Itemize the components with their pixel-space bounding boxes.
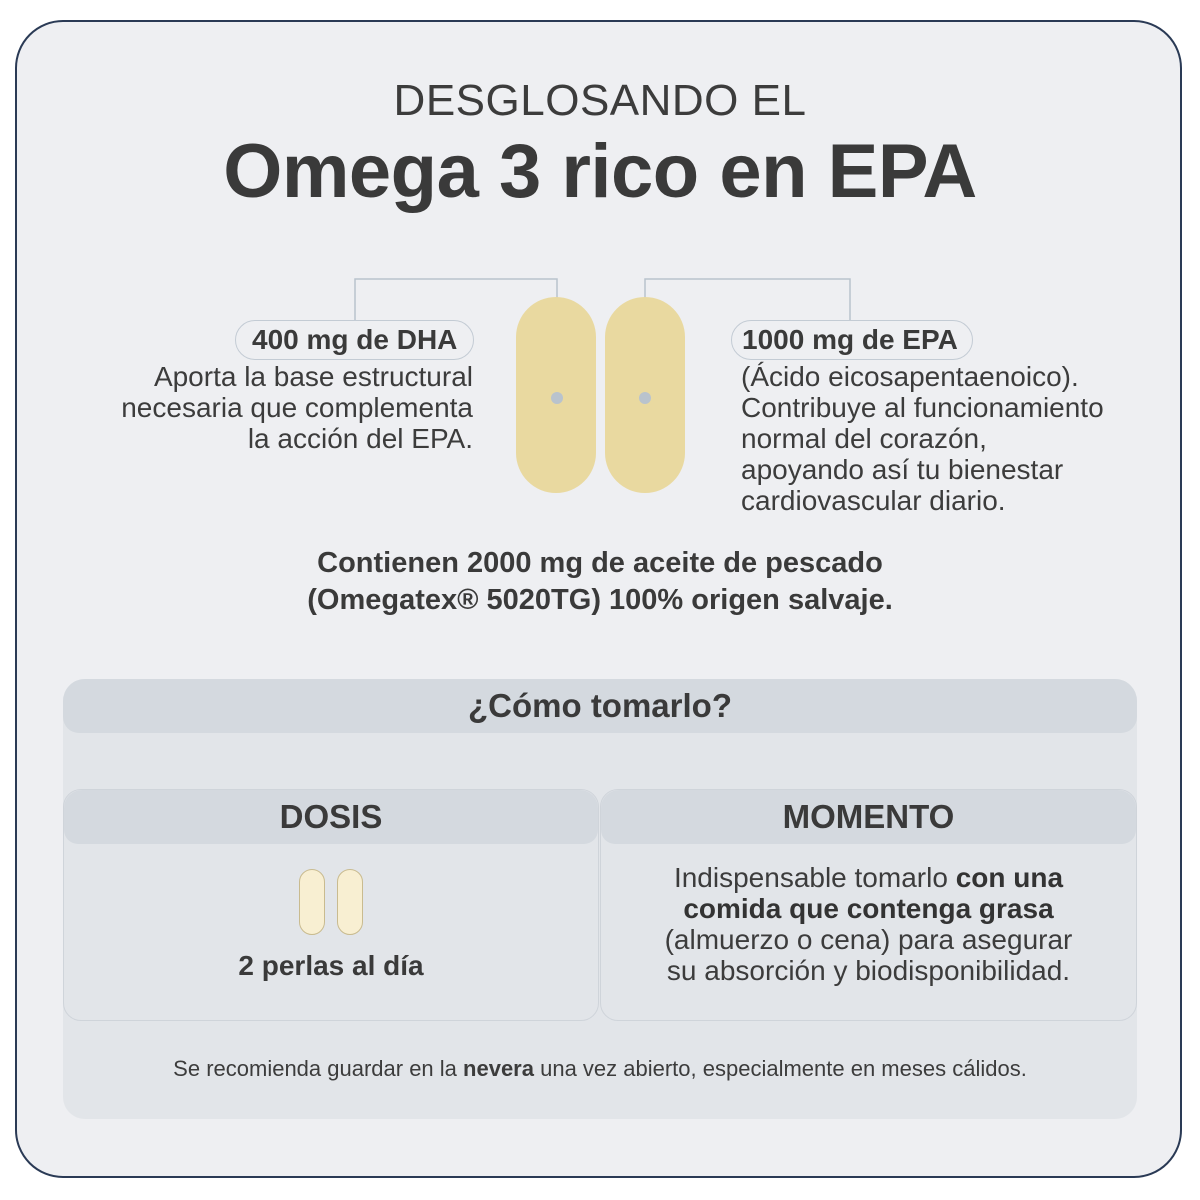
epa-label: 1000 mg de EPA — [731, 320, 973, 360]
page-title: Omega 3 rico en EPA — [223, 129, 977, 214]
storage-note — [63, 1056, 1137, 1082]
momento-title: MOMENTO — [601, 790, 1136, 844]
momento-line: su absorción y biodisponibilidad. — [666, 955, 1071, 986]
small-capsule-icon — [299, 869, 325, 935]
small-capsule-icon — [337, 869, 363, 935]
momento-line: (almuerzo o cena) para asegurar — [664, 924, 1073, 955]
epa-description — [741, 361, 1171, 516]
momento-line-bold: con una — [955, 862, 1064, 893]
momento-text — [601, 862, 1136, 986]
epa-description-line: Contribuye al funcionamiento — [741, 392, 1104, 423]
dosis-text: 2 perlas al día — [238, 950, 424, 981]
epa-description-line: apoyando así tu bienestar — [741, 454, 1064, 485]
dosis-card — [63, 789, 599, 1021]
dha-description — [53, 361, 473, 454]
composition-line: Contienen 2000 mg de aceite de pescado — [317, 547, 883, 579]
dha-label: 400 mg de DHA — [235, 320, 474, 360]
dha-description-line: necesaria que complementa — [121, 392, 473, 423]
momento-line — [601, 893, 1136, 924]
momento-line — [601, 862, 1136, 893]
dha-description-line: la acción del EPA. — [247, 423, 473, 454]
momento-line-text: Indispensable tomarlo — [673, 862, 956, 893]
epa-description-line: normal del corazón, — [741, 423, 987, 454]
page-kicker: DESGLOSANDO EL — [393, 76, 807, 125]
epa-connector-dot — [639, 392, 651, 404]
storage-note-text: una vez abierto, especialmente en meses cálidos. — [533, 1056, 1027, 1081]
dha-description-line: Aporta la base estructural — [153, 361, 473, 392]
how-to-panel — [63, 679, 1137, 1119]
how-to-title: ¿Cómo tomarlo? — [63, 679, 1137, 733]
dosis-title: DOSIS — [64, 790, 598, 844]
composition-line: (Omegatex® 5020TG) 100% origen salvaje. — [307, 584, 893, 616]
composition-note — [0, 545, 1200, 619]
epa-description-line: (Ácido eicosapentaenoico). — [741, 361, 1079, 392]
storage-note-text: Se recomienda guardar en la — [173, 1056, 464, 1081]
momento-card — [600, 789, 1137, 1021]
momento-line-bold: comida que contenga grasa — [683, 893, 1054, 924]
storage-note-bold: nevera — [463, 1056, 534, 1081]
dha-connector-dot — [551, 392, 563, 404]
epa-description-line: cardiovascular diario. — [741, 485, 1006, 516]
